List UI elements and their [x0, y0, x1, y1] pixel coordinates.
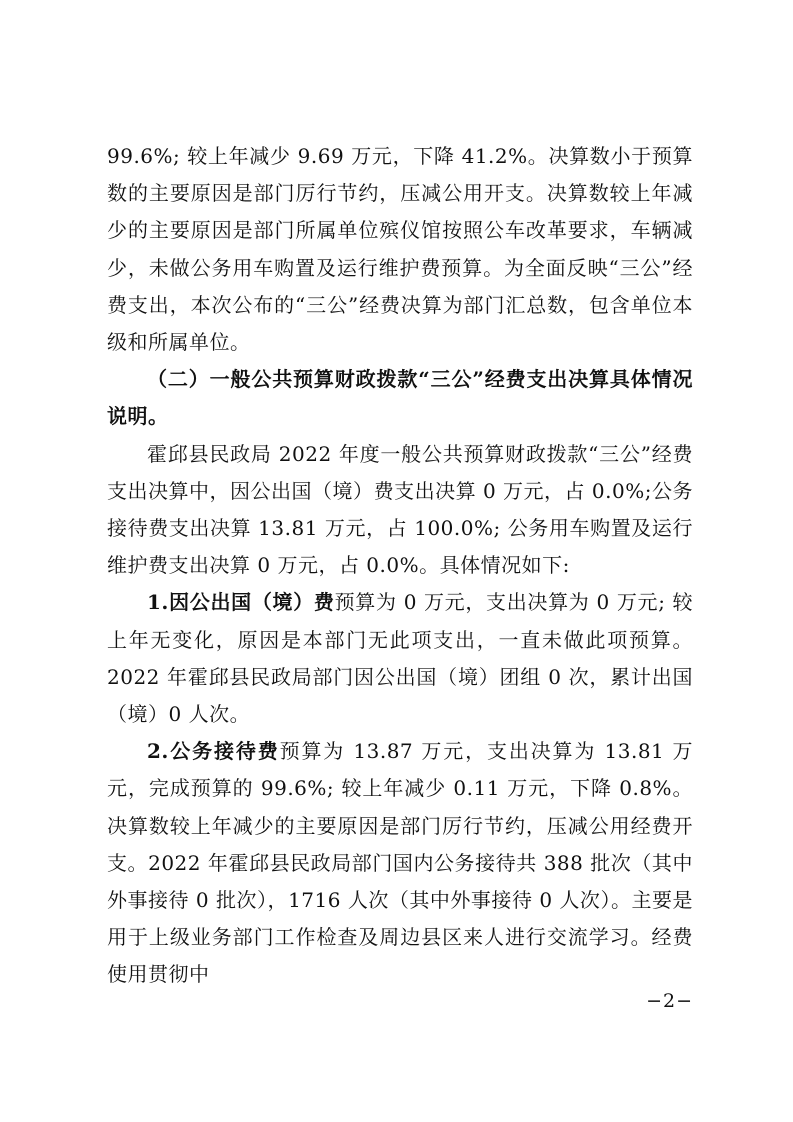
item-1-text: 预算为 0 万元，支出决算为 0 万元; 较上年无变化，原因是本部门无此项支出，一直未做此项预算。2022 年霍邱县民政局部门因公出国（境）团组 0 次，累计出国（境）0 人次。 [107, 590, 693, 727]
paragraph-1: 99.6%; 较上年减少 9.69 万元，下降 41.2%。决算数小于预算数的主要原因是部门厉行节约，压减公用开支。决算数较上年减少的主要原因是部门所属单位殡仪馆按照公车改革要求，车辆减少，未做公务用车购置及运行维护费预算。为全面反映“三公”经费支出，本次公布的“三公”经费决算为部门汇总数，包含单位本级和所属单位。 [107, 144, 693, 355]
item-1-paragraph [107, 584, 693, 733]
item-1-title: 1.因公出国（境）费 [147, 590, 335, 615]
page-number: −2− [646, 990, 693, 1012]
section-heading: （二）一般公共预算财政拨款“三公”经费支出决算具体情况说明。 [107, 367, 693, 429]
paragraph-3: 霍邱县民政局 2022 年度一般公共预算财政拨款“三公”经费支出决算中，因公出国（境）费支出决算 0 万元，占 0.0%;公务接待费支出决算 13.81 万元，占 100.0%; 公务用车购置及运行维护费支出决算 0 万元，占 0.0%。具体情况如下: [107, 441, 693, 578]
item-2-title: 2.公务接待费 [147, 739, 280, 764]
item-2-text: 预算为 13.87 万元，支出决算为 13.81 万元，完成预算的 99.6%; 较上年减少 0.11 万元，下降 0.8%。决算数较上年减少的主要原因是部门厉行节约，压减公用经费开支。2022 年霍邱县民政局部门国内公务接待共 388 批次（其中外事接待 0 批次），1716 人次（其中外事接待 0 人次）。主要是用于上级业务部门工作检查及周边县区来人进行交流学习。经费使用贯彻中 [107, 739, 693, 987]
document-body [107, 138, 693, 994]
item-2-paragraph [107, 733, 693, 993]
